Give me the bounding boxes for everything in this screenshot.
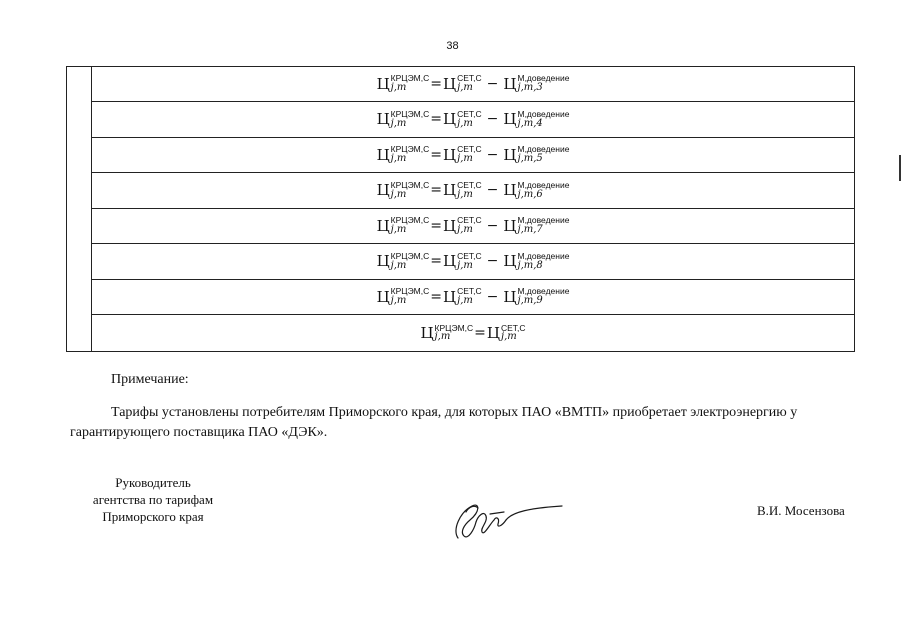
formula-network-price	[443, 181, 482, 200]
symbol-base: Ц	[443, 287, 457, 306]
subscript: j,m	[390, 82, 407, 94]
symbol-base: Ц	[443, 181, 457, 200]
formula-adjustment	[503, 145, 569, 164]
superscript: М,доведение	[517, 215, 570, 226]
signer-position	[78, 474, 228, 525]
superscript: СЕТ,С	[457, 108, 482, 119]
formula	[377, 287, 570, 306]
superscript: КРЦЭМ,С	[390, 144, 430, 155]
equals-sign: =	[430, 182, 442, 199]
minus-sign: −	[486, 111, 499, 128]
formula-network-price	[487, 324, 526, 343]
formula-adjustment	[503, 216, 569, 235]
superscript: СЕТ,С	[500, 322, 526, 333]
superscript: М,доведение	[517, 73, 570, 84]
page-number: 38	[446, 40, 459, 52]
subscript: j,m	[457, 295, 473, 307]
superscript: СЕТ,С	[457, 215, 482, 226]
superscript: КРЦЭМ,С	[390, 286, 430, 297]
superscript: СЕТ,С	[457, 144, 482, 155]
minus-sign: −	[486, 146, 499, 163]
symbol-base: Ц	[503, 252, 517, 271]
superscript: КРЦЭМ,С	[390, 250, 430, 261]
subscript: j,m,9	[517, 295, 543, 307]
equals-sign: =	[430, 75, 442, 92]
formula-row	[92, 316, 854, 352]
subscript: j,m,8	[517, 259, 543, 271]
symbol-base: Ц	[376, 252, 390, 271]
subscript: j,m,4	[517, 117, 543, 129]
formula-row	[92, 138, 854, 173]
symbol-base: Ц	[443, 74, 457, 93]
subscript: j,m	[457, 82, 473, 94]
minus-sign: −	[486, 217, 499, 234]
formula-lhs	[377, 110, 430, 129]
note-text: Тарифы установлены потребителям Приморского края, для которых ПАО «ВМТП» приобретает электроэнергию у гарантирующего поставщика ПАО «ДЭК».	[70, 405, 798, 440]
subscript: j,m,5	[517, 153, 543, 165]
superscript: СЕТ,С	[457, 250, 482, 261]
symbol-base: Ц	[503, 110, 517, 129]
formula-network-price	[443, 145, 482, 164]
handwritten-signature	[450, 494, 570, 549]
formula-table	[66, 66, 855, 352]
superscript: М,доведение	[517, 144, 570, 155]
formula-network-price	[443, 252, 482, 271]
subscript: j,m	[390, 153, 407, 165]
equals-sign: =	[430, 146, 442, 163]
symbol-base: Ц	[503, 74, 517, 93]
formula-lhs	[420, 324, 473, 343]
formula-lhs	[377, 216, 430, 235]
formula-network-price	[443, 110, 482, 129]
formula-adjustment	[503, 252, 569, 271]
symbol-base: Ц	[376, 216, 390, 235]
formula-row	[92, 174, 854, 209]
superscript: КРЦЭМ,С	[390, 108, 430, 119]
formula-row	[92, 103, 854, 138]
symbol-base: Ц	[443, 110, 457, 129]
symbol-base: Ц	[376, 181, 390, 200]
superscript: М,доведение	[517, 250, 570, 261]
symbol-base: Ц	[443, 216, 457, 235]
minus-sign: −	[486, 288, 499, 305]
formula-network-price	[443, 74, 482, 93]
formula-row	[92, 280, 854, 315]
formula-lhs	[377, 74, 430, 93]
formula-row	[92, 245, 854, 280]
superscript: М,доведение	[517, 286, 570, 297]
subscript: j,m	[434, 331, 451, 343]
superscript: КРЦЭМ,С	[390, 179, 430, 190]
subscript: j,m,6	[517, 188, 543, 200]
signer-position-line: Руководитель	[115, 475, 191, 490]
symbol-base: Ц	[443, 252, 457, 271]
subscript: j,m	[390, 259, 407, 271]
formula-adjustment	[503, 110, 569, 129]
symbol-base: Ц	[376, 74, 390, 93]
symbol-base: Ц	[376, 145, 390, 164]
superscript: СЕТ,С	[457, 286, 482, 297]
symbol-base: Ц	[503, 287, 517, 306]
formula	[377, 181, 570, 200]
superscript: М,доведение	[517, 179, 570, 190]
formula-network-price	[443, 216, 482, 235]
subscript: j,m	[390, 188, 407, 200]
superscript: КРЦЭМ,С	[390, 215, 430, 226]
symbol-base: Ц	[420, 324, 434, 343]
scan-edge-mark	[899, 155, 901, 181]
subscript: j,m	[390, 117, 407, 129]
formula-lhs	[377, 287, 430, 306]
subscript: j,m	[457, 117, 473, 129]
formula	[377, 110, 570, 129]
formula-lhs	[377, 252, 430, 271]
minus-sign: −	[486, 182, 499, 199]
formula-lhs	[377, 145, 430, 164]
superscript: СЕТ,С	[457, 73, 482, 84]
superscript: КРЦЭМ,С	[390, 73, 430, 84]
equals-sign: =	[474, 325, 486, 342]
formula-network-price	[443, 287, 482, 306]
subscript: j,m	[457, 153, 473, 165]
equals-sign: =	[430, 253, 442, 270]
subscript: j,m	[390, 295, 407, 307]
symbol-base: Ц	[376, 287, 390, 306]
symbol-base: Ц	[376, 110, 390, 129]
subscript: j,m	[457, 224, 473, 236]
formula-row	[92, 67, 854, 102]
symbol-base: Ц	[503, 181, 517, 200]
formula	[377, 145, 570, 164]
signer-position-line: агентства по тарифам	[92, 492, 214, 507]
formula-adjustment	[503, 74, 569, 93]
formula-row	[92, 209, 854, 244]
formula-adjustment	[503, 287, 569, 306]
superscript: М,доведение	[517, 108, 570, 119]
subscript: j,m,3	[517, 82, 543, 94]
equals-sign: =	[430, 111, 442, 128]
superscript: СЕТ,С	[457, 179, 482, 190]
symbol-base: Ц	[503, 216, 517, 235]
formula	[420, 324, 525, 343]
subscript: j,m	[390, 224, 407, 236]
symbol-base: Ц	[443, 145, 457, 164]
formula	[377, 252, 570, 271]
subscript: j,m	[500, 331, 517, 343]
subscript: j,m	[457, 188, 473, 200]
formula-lhs	[377, 181, 430, 200]
equals-sign: =	[430, 217, 442, 234]
minus-sign: −	[486, 75, 499, 92]
formula-adjustment	[503, 181, 569, 200]
note-label: Примечание:	[111, 372, 189, 387]
formula	[377, 216, 570, 235]
table-left-column	[67, 67, 92, 351]
symbol-base: Ц	[486, 324, 500, 343]
subscript: j,m,7	[517, 224, 543, 236]
symbol-base: Ц	[503, 145, 517, 164]
formula	[377, 74, 570, 93]
minus-sign: −	[486, 253, 499, 270]
signer-name: В.И. Мосензова	[757, 503, 845, 518]
superscript: КРЦЭМ,С	[434, 322, 474, 333]
subscript: j,m	[457, 259, 473, 271]
signer-position-line: Приморского края	[102, 509, 204, 524]
equals-sign: =	[430, 288, 442, 305]
